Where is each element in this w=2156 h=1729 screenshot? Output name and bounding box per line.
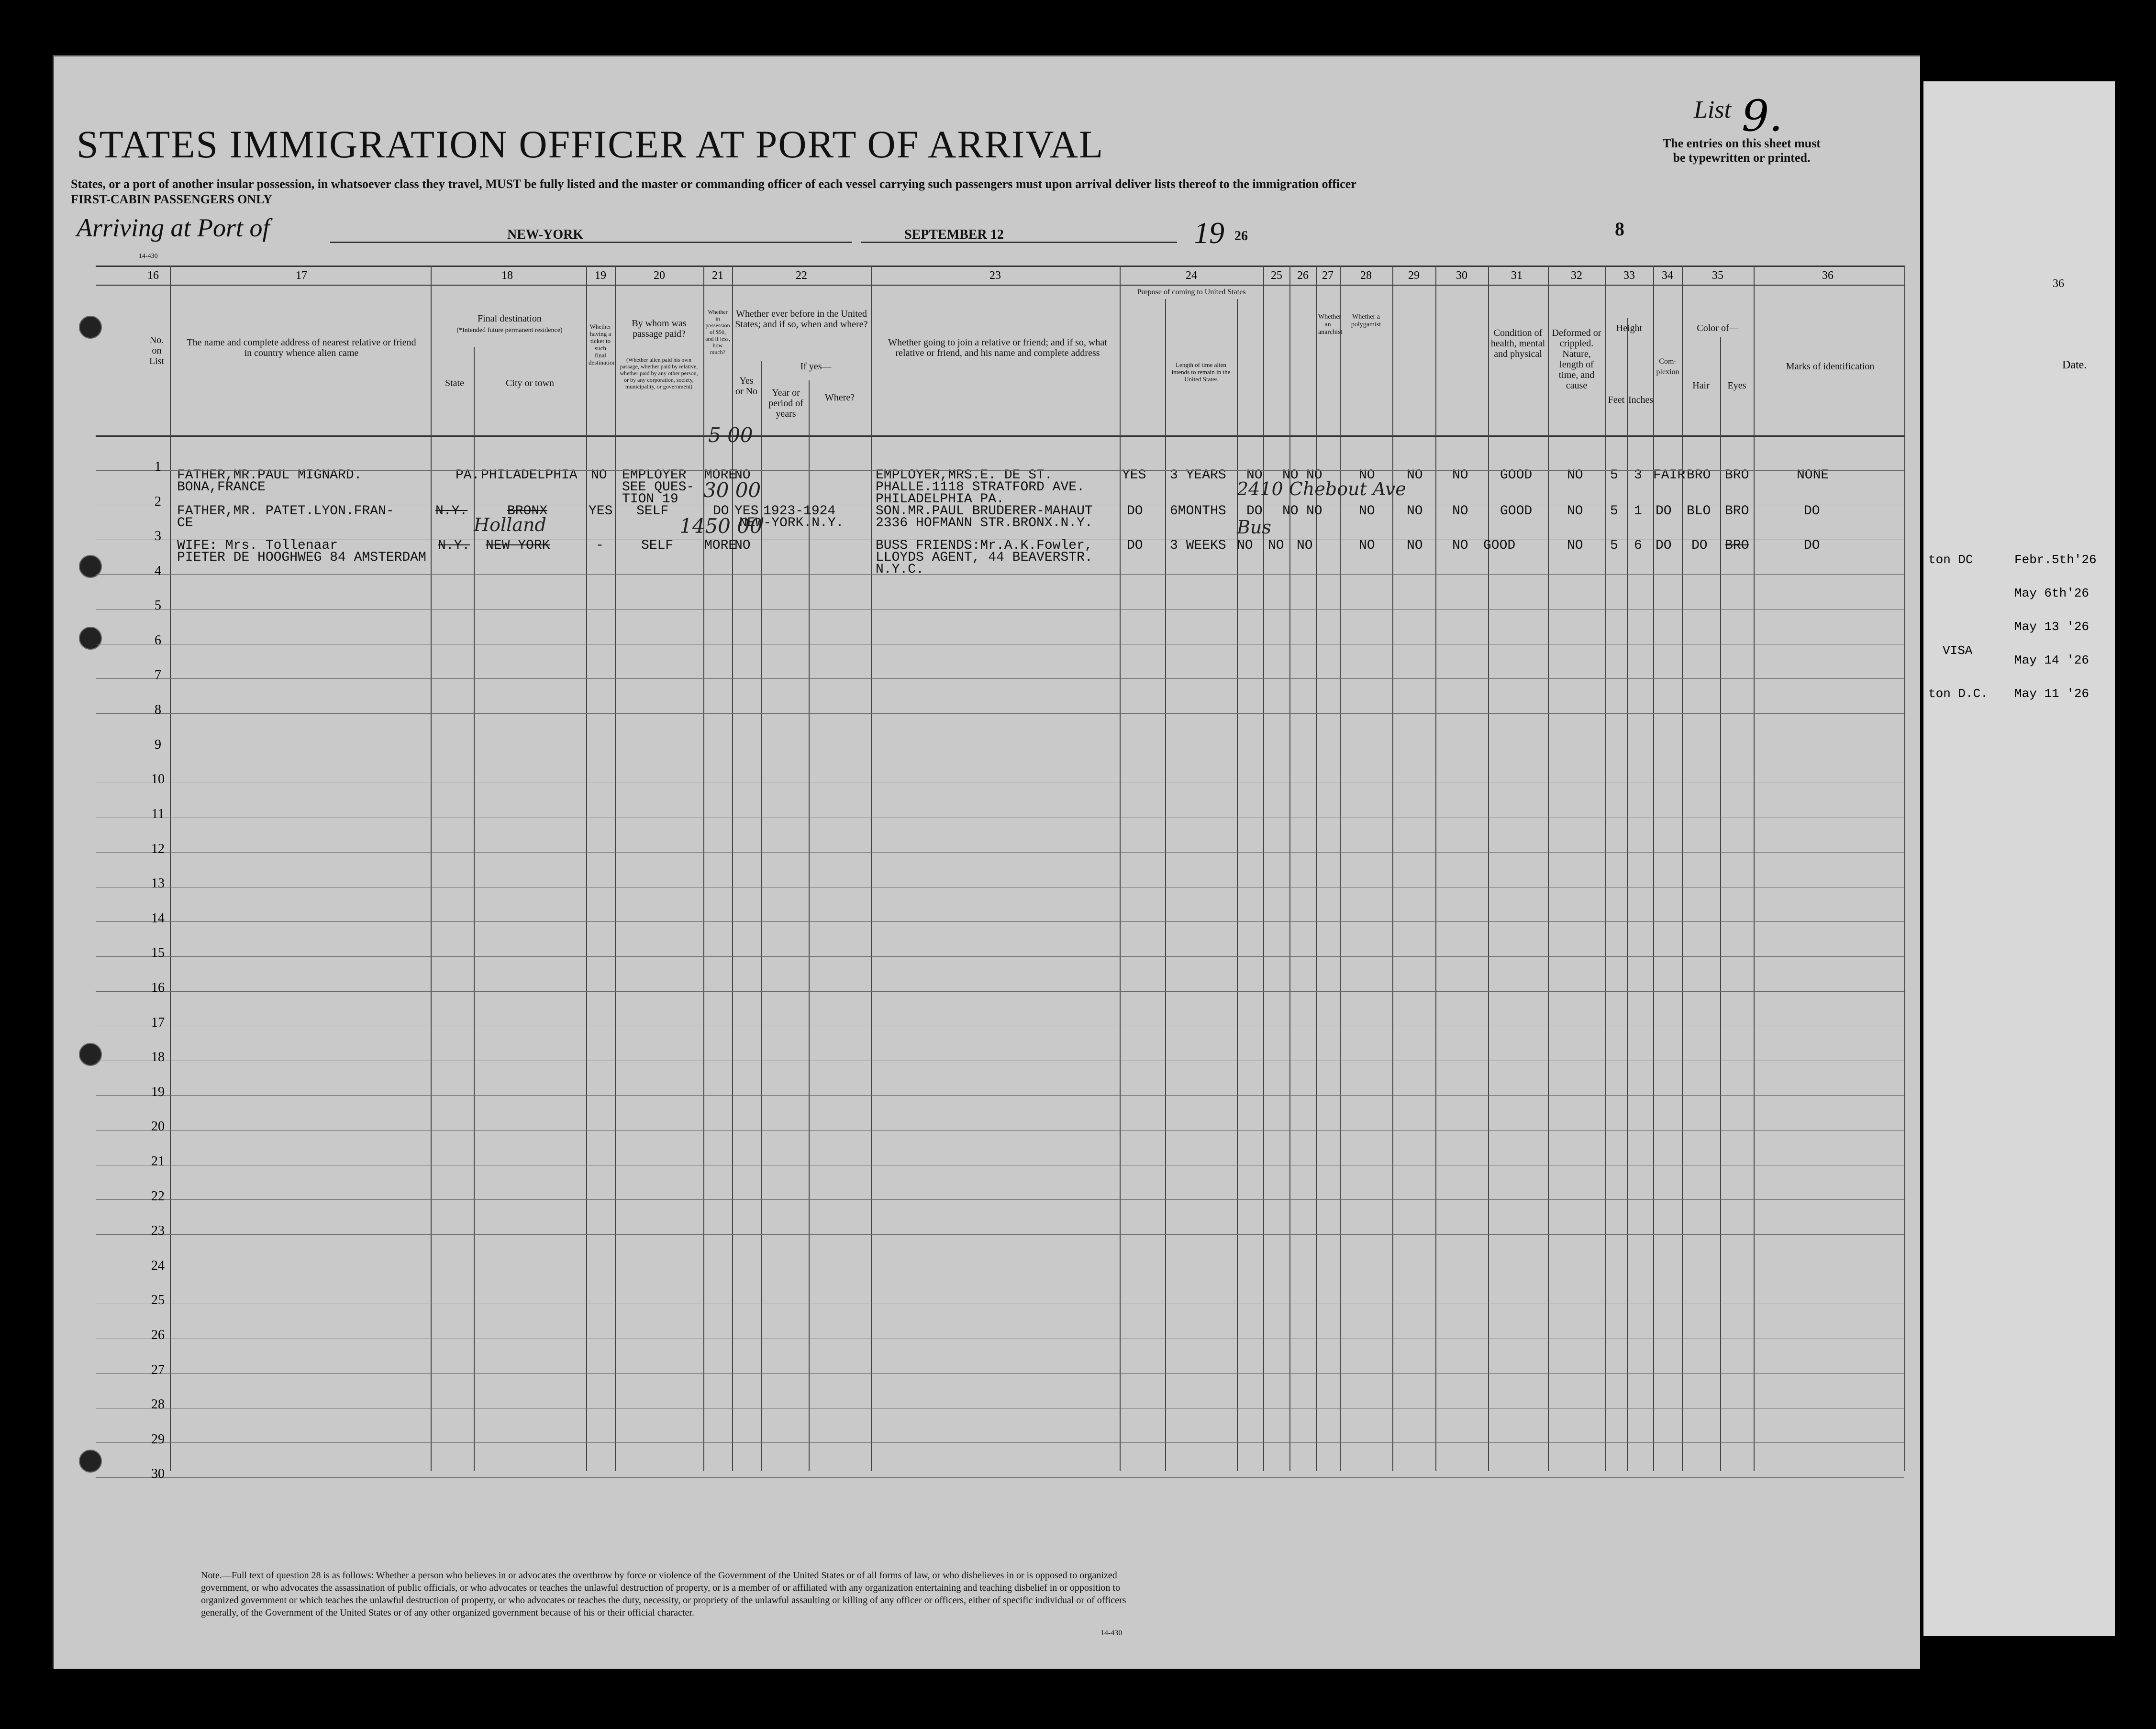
side-entry-left: ton D.C. (1928, 687, 1988, 701)
row-number: 15 (151, 945, 165, 961)
header-city: City or town (505, 378, 555, 388)
height-feet: 5 (1610, 504, 1618, 519)
deformed: NO (1567, 538, 1583, 553)
health: GOOD (1483, 538, 1516, 553)
col27: NO (1306, 504, 1322, 519)
joining: BUSS FRIENDS:Mr.A.K.Fowler, (876, 538, 1093, 553)
col-divider (871, 266, 872, 1471)
deformed: NO (1567, 504, 1583, 519)
col-divider (1392, 266, 1393, 1471)
possession: MORE (704, 468, 737, 483)
header-eyes: Eyes (1727, 380, 1746, 391)
typed-note: The entries on this sheet must be typewritten or printed. (1662, 136, 1821, 165)
marks: DO (1804, 538, 1820, 553)
col-number: 24 (1186, 269, 1197, 282)
complexion: DO (1656, 538, 1672, 553)
row-number: 19 (151, 1084, 165, 1099)
marks: DO (1804, 504, 1820, 519)
row-number: 18 (151, 1050, 165, 1065)
header-anarchist: Whether an anarchist (1318, 313, 1343, 336)
joining: 2336 HOFMANN STR.BRONX.N.Y. (876, 516, 1093, 531)
year-prefix: 19 (1194, 216, 1224, 250)
header-passage-note: (Whether alien paid his own passage, whether paid by relative, whether paid by any other person, or by any corporation, society, municipality, or government) (620, 356, 698, 390)
row-number: 27 (151, 1362, 165, 1377)
health: GOOD (1500, 468, 1533, 483)
eyes: BRO (1725, 504, 1749, 519)
date-value: SEPTEMBER 12 (904, 227, 1004, 242)
dest-state: N.Y. (435, 504, 468, 519)
header-final-destination-note: (*Intended future permanent residence) (456, 327, 563, 334)
row-number: 8 (155, 702, 161, 718)
col-number: 28 (1360, 269, 1372, 282)
col-number: 27 (1322, 269, 1334, 282)
relative-address: WIFE: Mrs. Tollenaar (177, 538, 338, 553)
port-value: NEW-YORK (507, 227, 584, 242)
col-divider (1488, 266, 1489, 1471)
col-number: 25 (1271, 269, 1282, 282)
col-number: 36 (1822, 269, 1834, 282)
side-entry-left: ton DC (1928, 553, 1973, 567)
col30: NO (1452, 468, 1468, 483)
footnote: Note.—Full text of question 28 is as follows: Whether a person who believes in or advocates the overthrow by force or violence of the Government of the United States or of all forms of law, or who disbelieves in or is opposed to organized government, or who advocates the assassination of public officials, or who advocates or teaches the unlawful destruction of property, or is a member of or affiliated with any organization entertaining and teaching disbelief in or opposition to organized government or which teaches the unlawful destruction of property, or who advocates or teaches the duty, necessity, or propriety of the unlawful assaulting or killing of any officer or officers, either of specific individual or of officers generally, of the Government of the United States or of any other organized government because of his or their official character. (201, 1570, 1126, 1618)
header-feet: Feet (1608, 395, 1625, 405)
row-number: 6 (155, 633, 161, 648)
hair: DO (1691, 538, 1708, 553)
ticket: YES (589, 504, 613, 519)
handwritten-amount: 30 00 (703, 478, 761, 502)
joining: SON.MR.PAUL BRUDERER-MAHAUT (876, 504, 1093, 519)
row-number: 30 (151, 1466, 165, 1482)
height-inches: 3 (1634, 468, 1642, 483)
length-stay: 3 WEEKS (1170, 538, 1226, 553)
header-year-period: Year or period of years (768, 388, 803, 419)
side-entry-date: May 14 '26 (2014, 653, 2089, 667)
complexion: FAIR (1653, 468, 1686, 483)
dest-city: PHILADELPHIA (481, 468, 578, 483)
port-line (330, 242, 852, 243)
header-where: Where? (824, 392, 855, 403)
relative-address: BONA,FRANCE (177, 480, 266, 495)
joining: PHALLE.1118 STRATFORD AVE. (876, 480, 1085, 495)
year-suffix: 26 (1234, 229, 1248, 244)
col-divider (431, 266, 432, 1471)
row-number: 7 (155, 667, 161, 683)
col-number: 22 (796, 269, 807, 282)
col-number: 16 (147, 269, 159, 282)
row-number: 14 (151, 910, 165, 926)
header-inches: Inches (1628, 395, 1654, 405)
col-divider (809, 380, 810, 1471)
col30: NO (1452, 538, 1468, 553)
side-col-number: 36 (2053, 277, 2064, 290)
row-number: 11 (151, 807, 165, 821)
row-line (96, 1442, 1904, 1443)
col-number: 19 (595, 269, 606, 282)
side-entry-date: May 6th'26 (2014, 586, 2089, 600)
col-number: 31 (1511, 269, 1523, 282)
height-feet: 5 (1610, 468, 1618, 483)
col-number: 30 (1456, 269, 1467, 282)
page-mark: 8 (1615, 218, 1624, 240)
col-number: 18 (501, 269, 513, 282)
col25: NO (1237, 538, 1253, 553)
health: GOOD (1500, 504, 1533, 519)
col29: NO (1407, 538, 1423, 553)
manifest-table (96, 266, 1904, 1471)
table-top-border (96, 266, 1904, 267)
row-line (96, 574, 1904, 575)
header-deformed: Deformed or crippled. Nature, length of time, and cause (1552, 328, 1601, 391)
handwritten-note: Bus (1237, 517, 1271, 538)
header-if-yes: If yes— (800, 361, 832, 372)
col-divider (1263, 266, 1264, 1471)
col-divider (1627, 318, 1628, 1471)
col-number: 17 (296, 269, 307, 282)
hair: BLO (1687, 504, 1711, 519)
col-number: 26 (1297, 269, 1309, 282)
col-number: 34 (1662, 269, 1673, 282)
col-divider (1316, 266, 1317, 1471)
header-marks: Marks of identification (1786, 361, 1875, 372)
col-number: 35 (1712, 269, 1723, 282)
row-number: 22 (151, 1188, 165, 1204)
ever-before: YES (734, 504, 759, 519)
row-number: 4 (155, 563, 161, 578)
row-number: 28 (151, 1397, 165, 1412)
col-divider (703, 266, 704, 1471)
row-line (96, 1095, 1904, 1096)
col-number-border (96, 285, 1904, 286)
row-number: 21 (151, 1154, 165, 1169)
dest-city: BRONX (507, 504, 548, 519)
col-divider (1340, 266, 1341, 1471)
header-possession: Whether in possession of $50, and if less, how much? (705, 309, 730, 355)
passage-paid: EMPLOYER (622, 468, 687, 483)
col-divider (1653, 266, 1654, 1471)
height-feet: 5 (1610, 538, 1618, 553)
col26: NO (1282, 468, 1299, 483)
purpose: DO (1127, 504, 1143, 519)
year-period: 1923-1924 (763, 504, 836, 519)
header-state: State (445, 378, 464, 388)
length-stay: 3 YEARS (1170, 468, 1226, 483)
row-line (96, 991, 1904, 992)
row-line (96, 852, 1904, 853)
row-number: 23 (151, 1223, 165, 1239)
ticket: - (596, 538, 604, 553)
row-number: 12 (151, 841, 165, 856)
header-joining: Whether going to join a relative or friend; and if so, what relative or friend, and his name and complete address (888, 337, 1107, 358)
handwritten-country: Holland (474, 514, 546, 535)
col25: DO (1246, 504, 1263, 519)
dest-state: PA. (456, 468, 480, 483)
where: NEW-YORK.N.Y. (739, 516, 844, 531)
possession: DO (713, 504, 729, 519)
col-number: 32 (1571, 269, 1582, 282)
eyes: BRO (1725, 538, 1749, 553)
dest-state: N.Y. (438, 538, 470, 553)
col-divider (1120, 266, 1121, 1471)
joining: N.Y.C. (876, 562, 924, 577)
passage-paid: SELF (636, 504, 669, 519)
row-number: 10 (151, 772, 165, 787)
relative-address: CE (177, 516, 193, 531)
ever-before: NO (734, 468, 751, 483)
list-label: List (1694, 96, 1732, 123)
col-divider (586, 266, 587, 1471)
header-height: Height (1616, 323, 1643, 333)
col28: NO (1359, 538, 1375, 553)
header-color-of: Color of— (1697, 323, 1739, 333)
purpose: DO (1127, 538, 1143, 553)
header-nearest-relative: The name and complete address of nearest relative or friend in country whence alien came (187, 337, 416, 358)
list-number: 9. (1742, 91, 1783, 141)
row-line (96, 1234, 1904, 1235)
deformed: NO (1567, 468, 1583, 483)
row-line (96, 1199, 1904, 1200)
row-number: 17 (151, 1015, 165, 1030)
side-entry-date: Febr.5th'26 (2014, 553, 2097, 567)
height-inches: 1 (1634, 504, 1642, 519)
header-no-on-list: No. on List (149, 335, 165, 366)
col28: NO (1359, 504, 1375, 519)
complexion: DO (1656, 504, 1672, 519)
handwritten-amount: 1450 00 (679, 514, 763, 538)
possession: MORE (704, 538, 737, 553)
header-complexion: Com-plexion (1656, 357, 1679, 376)
col-divider (1754, 266, 1755, 1471)
col25: NO (1246, 468, 1263, 483)
col26: NO (1282, 504, 1299, 519)
header-length-stay: Length of time alien intends to remain in the United States (1171, 361, 1231, 383)
dest-city: NEW YORK (486, 538, 550, 553)
row-number: 9 (155, 737, 161, 752)
col-divider (1904, 266, 1905, 1471)
row-line (96, 470, 1904, 471)
row-line (96, 1373, 1904, 1374)
col29: NO (1407, 468, 1423, 483)
col-divider (1682, 266, 1683, 1471)
length-stay: 6MONTHS (1170, 504, 1226, 519)
arriving-label: Arriving at Port of (77, 213, 270, 242)
row-line (96, 609, 1904, 610)
col-divider (1237, 299, 1238, 1471)
col-divider (170, 266, 171, 1471)
col-divider (1435, 266, 1436, 1471)
side-entry-date: May 13 '26 (2014, 620, 2089, 634)
marks: NONE (1797, 468, 1829, 483)
header-yes-no: Yes or No (735, 376, 758, 397)
side-date-header: Date. (2062, 359, 2087, 371)
form-number-top: 14-430 (139, 253, 158, 260)
col-number: 21 (712, 269, 723, 282)
col-number: 33 (1623, 269, 1635, 282)
row-number: 24 (151, 1258, 165, 1273)
row-line (96, 956, 1904, 957)
row-line (96, 678, 1904, 679)
row-number: 26 (151, 1328, 165, 1342)
passenger-class: FIRST-CABIN PASSENGERS ONLY (71, 192, 272, 206)
header-bottom-border (96, 435, 1904, 437)
joining: LLOYDS AGENT, 44 BEAVERSTR. (876, 550, 1093, 565)
side-entry-date: May 11 '26 (2014, 687, 2089, 701)
relative-address: FATHER,MR.PAUL MIGNARD. (177, 468, 362, 483)
row-number: 1 (155, 459, 161, 474)
ticket: NO (591, 468, 607, 483)
row-number: 13 (151, 876, 165, 891)
height-inches: 6 (1634, 538, 1642, 553)
hair: BRO (1687, 468, 1711, 483)
row-number: 20 (151, 1119, 165, 1134)
handwritten-address: 2410 Chebout Ave (1237, 478, 1406, 499)
header-ever-before: Whether ever before in the United States; and if so, when and where? (735, 309, 868, 330)
col26: NO (1268, 538, 1284, 553)
header-hair: Hair (1692, 380, 1710, 391)
relative-address: PIETER DE HOOGHWEG 84 AMSTERDAM (177, 550, 426, 565)
purpose: YES (1122, 468, 1146, 483)
col-divider (615, 266, 616, 1471)
row-number: 16 (151, 980, 165, 995)
row-line (96, 1477, 1904, 1478)
row-number: 25 (151, 1293, 165, 1308)
row-number: 29 (151, 1431, 165, 1447)
form-number: 14-430 (1100, 1629, 1122, 1637)
header-polygamist: Whether a polygamist (1351, 313, 1381, 328)
passage-paid: TION 19 (622, 492, 678, 507)
handwritten-amount: 5 00 (708, 423, 753, 447)
col-divider (1289, 266, 1290, 1471)
col-divider (1605, 266, 1606, 1471)
col-divider (1720, 337, 1721, 1471)
col-number: 23 (989, 269, 1001, 282)
ever-before: NO (734, 538, 751, 553)
col-number: 20 (654, 269, 665, 282)
underlying-sheet (1923, 81, 2115, 1636)
row-number: 5 (155, 598, 161, 613)
row-number: 2 (155, 494, 161, 509)
header-passage-paid: By whom was passage paid? (632, 318, 687, 339)
col27: NO (1306, 468, 1322, 483)
relative-address: FATHER,MR. PATET.LYON.FRAN- (177, 504, 394, 519)
col-divider (1165, 299, 1166, 1471)
passage-paid: SEE QUES- (622, 480, 695, 495)
row-number: 3 (155, 529, 161, 544)
header-ticket: Whether having a ticket to such final destination (589, 323, 616, 366)
instructions-text: States, or a port of another insular possession, in whatsoever class they travel, MUST be fully listed and the master or commanding officer of each vessel carrying such passengers must upon arrival deliver lists thereof to the immigration officer (71, 177, 1356, 191)
col-divider (1548, 266, 1549, 1471)
col27: NO (1297, 538, 1313, 553)
header-final-destination: Final destination (478, 313, 542, 324)
page-title: STATES IMMIGRATION OFFICER AT PORT OF ARRIVAL (77, 122, 1104, 166)
header-purpose: Purpose of coming to United States (1137, 288, 1246, 296)
row-line (96, 921, 1904, 922)
col-number: 29 (1408, 269, 1420, 282)
col28: NO (1359, 468, 1375, 483)
header-condition: Condition of health, mental and physical (1490, 328, 1545, 359)
passage-paid: SELF (641, 538, 674, 553)
eyes: BRO (1725, 468, 1749, 483)
joining: EMPLOYER,MRS.E. DE ST. (876, 468, 1053, 483)
col29: NO (1407, 504, 1423, 519)
joining: PHILADELPHIA PA. (876, 492, 1004, 507)
col30: NO (1452, 504, 1468, 519)
side-entry-left: VISA (1943, 643, 1973, 658)
row-line (96, 713, 1904, 714)
